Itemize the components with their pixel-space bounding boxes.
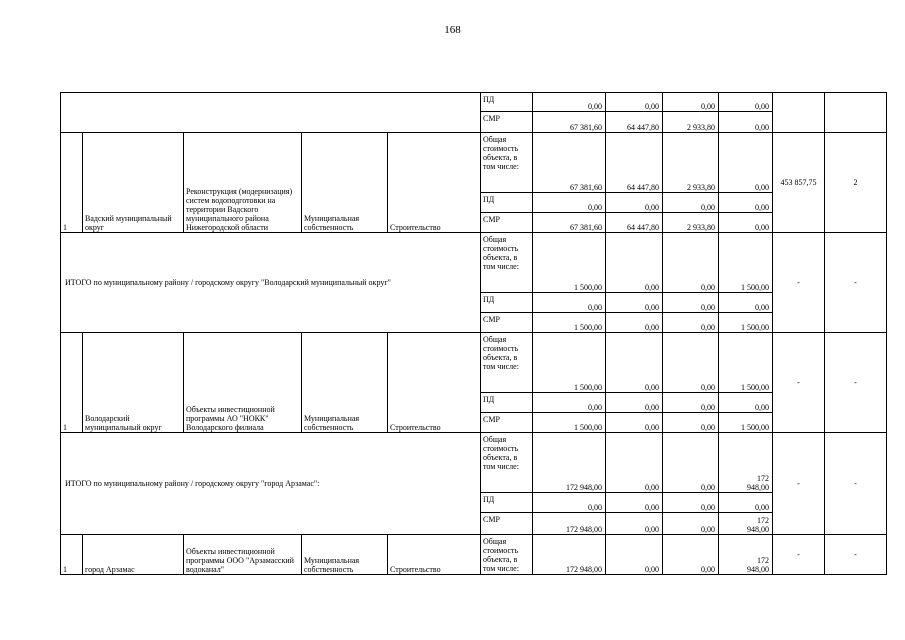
extra-count-cell: - [825, 233, 887, 333]
value-cell: 0,00 [606, 513, 663, 535]
value-cell: 0,00 [533, 493, 606, 513]
value-cell: 0,00 [606, 493, 663, 513]
row-number: 1 [61, 333, 83, 433]
value-cell: 1 500,00 [719, 333, 773, 393]
district-cell: город Арзамас [83, 535, 184, 575]
value-cell: 67 381,60 [533, 112, 606, 133]
blank-cell [61, 93, 481, 133]
value-cell: 172 948,00 [533, 433, 606, 493]
row-number: 1 [61, 133, 83, 233]
extra-value-cell: - [773, 233, 825, 333]
table-row [61, 233, 887, 293]
row-number: 1 [61, 535, 83, 575]
value-cell: 172 948,00 [533, 535, 606, 575]
value-cell: 172 948,00 [719, 513, 773, 535]
value-cell: 0,00 [606, 233, 663, 293]
pd-label: ПД [481, 193, 533, 213]
table-row [61, 433, 887, 493]
total-cost-label: Общая стоимость объекта, в том числе: [481, 133, 533, 193]
value-cell: 2 933,80 [663, 133, 719, 193]
value-cell: 0,00 [606, 193, 663, 213]
value-cell: 0,00 [606, 293, 663, 313]
value-cell: 0,00 [606, 333, 663, 393]
smr-label: СМР [481, 213, 533, 233]
value-cell: 0,00 [663, 393, 719, 413]
object-cell: Объекты инвестиционной программы АО "НОКК" Володарского филиала [184, 333, 302, 433]
investment-table [60, 92, 887, 575]
value-cell: 0,00 [663, 493, 719, 513]
object-cell: Реконструкция (модернизация) систем водоподготовки на территории Вадского муниципального района Нижегородской области [184, 133, 302, 233]
pd-label: ПД [481, 93, 533, 112]
value-cell: 0,00 [606, 93, 663, 112]
ownership-cell: Муниципальная собственность [302, 333, 388, 433]
value-cell: 1 500,00 [719, 413, 773, 433]
value-cell: 0,00 [719, 93, 773, 112]
work-type-cell: Строительство [388, 333, 481, 433]
extra-count-cell: 2 [825, 133, 887, 233]
value-cell: 0,00 [606, 393, 663, 413]
value-cell: 1 500,00 [719, 313, 773, 333]
pd-label: ПД [481, 493, 533, 513]
total-title: ИТОГО по муниципальному району / городскому округу "город Арзамас": [61, 433, 481, 535]
value-cell: 0,00 [533, 193, 606, 213]
value-cell: 0,00 [533, 93, 606, 112]
value-cell: 0,00 [663, 313, 719, 333]
extra-value-cell: 453 857,75 [773, 133, 825, 233]
value-cell: 0,00 [606, 413, 663, 433]
extra-value-cell: - [773, 333, 825, 433]
value-cell: 172 948,00 [719, 433, 773, 493]
district-cell: Володарский муниципальный округ [83, 333, 184, 433]
ownership-cell: Муниципальная собственность [302, 133, 388, 233]
value-cell: 0,00 [719, 213, 773, 233]
blank-cell [825, 93, 887, 133]
extra-count-cell: - [825, 333, 887, 433]
table-row [61, 93, 887, 112]
value-cell: 64 447,80 [606, 133, 663, 193]
extra-count-cell: - [825, 535, 887, 575]
value-cell: 64 447,80 [606, 213, 663, 233]
table-row [61, 333, 887, 393]
smr-label: СМР [481, 413, 533, 433]
value-cell: 1 500,00 [533, 413, 606, 433]
extra-value-cell: - [773, 535, 825, 575]
value-cell: 0,00 [663, 513, 719, 535]
total-cost-label: Общая стоимость объекта, в том числе: [481, 433, 533, 493]
table-row [61, 535, 887, 575]
extra-value-cell: - [773, 433, 825, 535]
value-cell: 0,00 [719, 112, 773, 133]
value-cell: 172 948,00 [533, 513, 606, 535]
value-cell: 0,00 [663, 535, 719, 575]
value-cell: 1 500,00 [533, 233, 606, 293]
total-cost-label: Общая стоимость объекта, в том числе: [481, 535, 533, 575]
value-cell: 0,00 [606, 313, 663, 333]
value-cell: 67 381,60 [533, 133, 606, 193]
value-cell: 0,00 [533, 293, 606, 313]
value-cell: 1 500,00 [533, 313, 606, 333]
total-cost-label: Общая стоимость объекта, в том числе: [481, 233, 533, 293]
pd-label: ПД [481, 393, 533, 413]
value-cell: 0,00 [606, 433, 663, 493]
value-cell: 0,00 [533, 393, 606, 413]
value-cell: 0,00 [719, 393, 773, 413]
value-cell: 0,00 [663, 293, 719, 313]
value-cell: 2 933,80 [663, 112, 719, 133]
value-cell: 0,00 [663, 333, 719, 393]
ownership-cell: Муниципальная собственность [302, 535, 388, 575]
value-cell: 64 447,80 [606, 112, 663, 133]
blank-cell [773, 93, 825, 133]
total-cost-label: Общая стоимость объекта, в том числе: [481, 333, 533, 393]
value-cell: 0,00 [606, 535, 663, 575]
smr-label: СМР [481, 313, 533, 333]
value-cell: 0,00 [663, 413, 719, 433]
value-cell: 172 948,00 [719, 535, 773, 575]
smr-label: СМР [481, 112, 533, 133]
work-type-cell: Строительство [388, 133, 481, 233]
value-cell: 0,00 [663, 93, 719, 112]
total-title: ИТОГО по муниципальному району / городскому округу "Володарский муниципальный округ" [61, 233, 481, 333]
extra-count-cell: - [825, 433, 887, 535]
value-cell: 1 500,00 [533, 333, 606, 393]
page-number: 168 [444, 24, 461, 36]
value-cell: 0,00 [719, 193, 773, 213]
value-cell: 2 933,80 [663, 213, 719, 233]
object-cell: Объекты инвестиционной программы ООО "Арзамасский водоканал" [184, 535, 302, 575]
value-cell: 0,00 [663, 233, 719, 293]
value-cell: 0,00 [663, 433, 719, 493]
work-type-cell: Строительство [388, 535, 481, 575]
smr-label: СМР [481, 513, 533, 535]
pd-label: ПД [481, 293, 533, 313]
value-cell: 0,00 [719, 493, 773, 513]
value-cell: 0,00 [719, 133, 773, 193]
value-cell: 67 381,60 [533, 213, 606, 233]
value-cell: 1 500,00 [719, 233, 773, 293]
value-cell: 0,00 [663, 193, 719, 213]
table-row [61, 133, 887, 193]
value-cell: 0,00 [719, 293, 773, 313]
district-cell: Вадский муниципальный округ [83, 133, 184, 233]
